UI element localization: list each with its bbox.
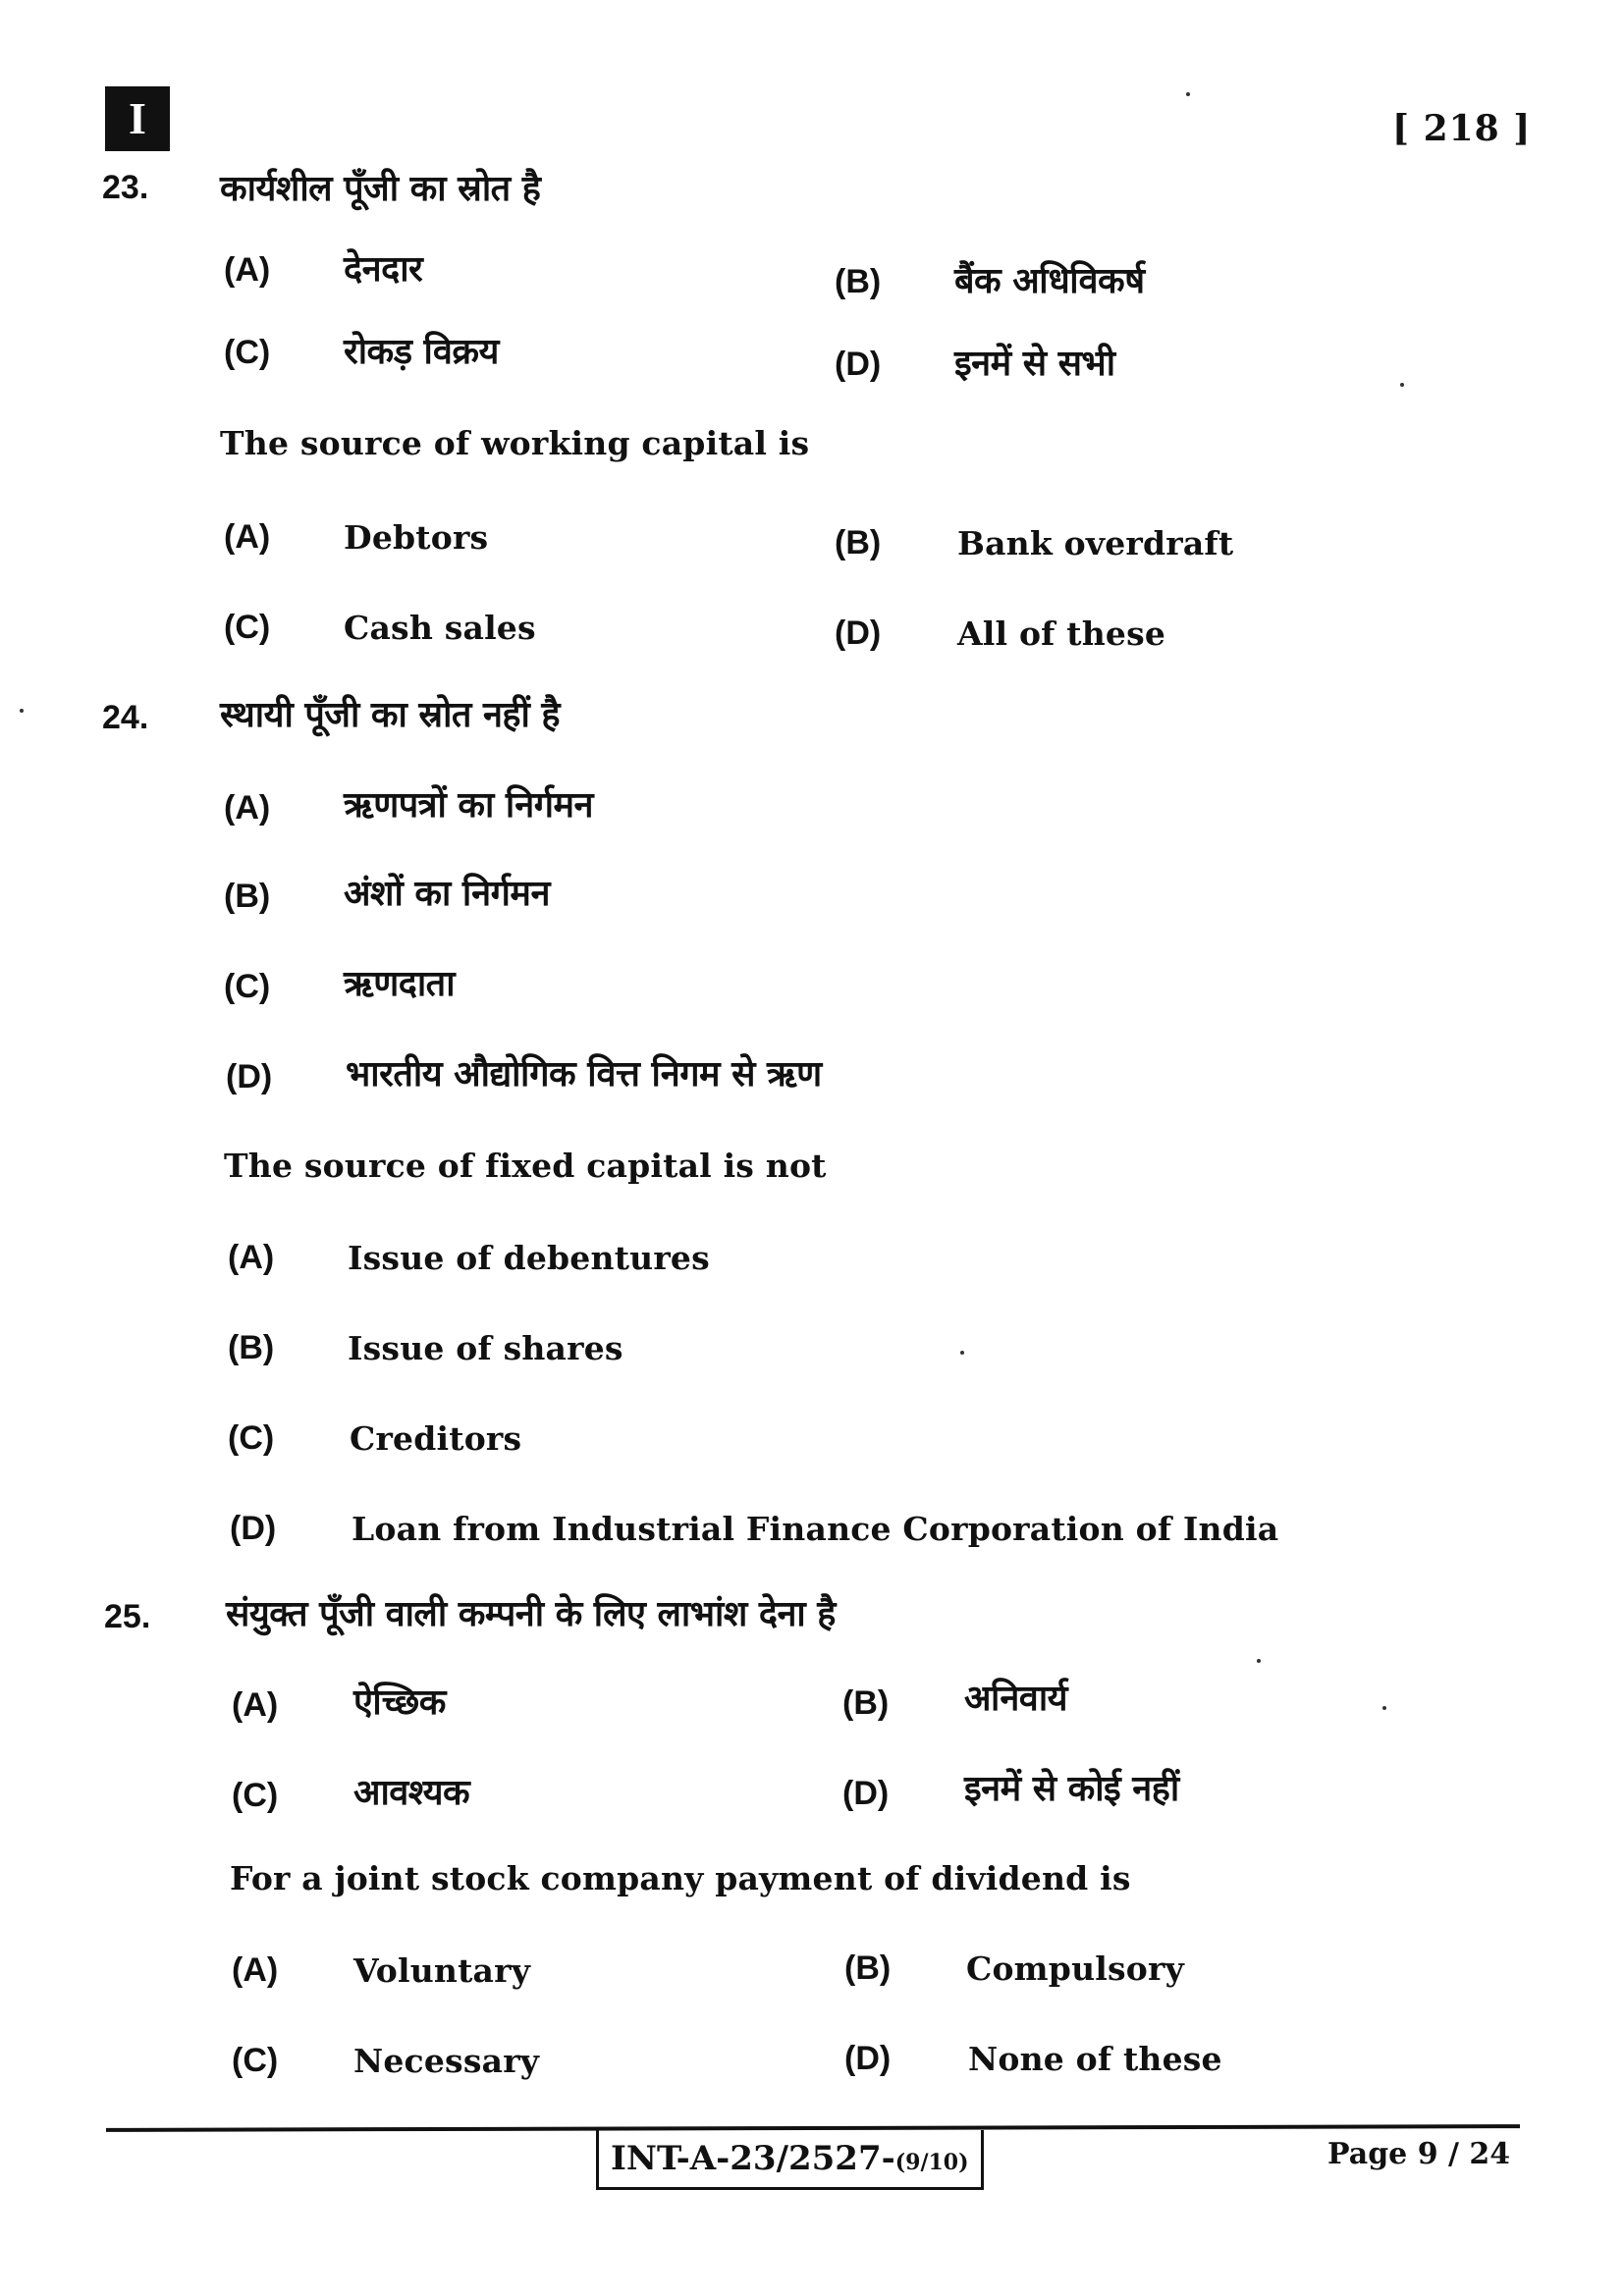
option-text-hindi: आवश्यक	[353, 1773, 470, 1813]
option-text-english: Issue of debentures	[348, 1239, 710, 1277]
option-label: (D)	[835, 346, 882, 383]
option-text-hindi: इनमें से कोई नहीं	[964, 1769, 1179, 1809]
option-label: (B)	[844, 1949, 892, 1987]
option-label: (B)	[228, 1329, 275, 1366]
option-label: (A)	[224, 789, 271, 827]
option-text-hindi: ऋणदाता	[344, 964, 456, 1004]
option-label: (C)	[232, 1777, 279, 1814]
paper-code: INT-A-23/2527-	[611, 2139, 895, 2178]
question-text-english: The source of fixed capital is not	[224, 1147, 827, 1185]
option-label: (A)	[228, 1239, 275, 1276]
option-text-english: Necessary	[353, 2042, 540, 2080]
option-label: (B)	[835, 263, 882, 300]
option-label: (D)	[844, 2040, 892, 2077]
option-label: (C)	[224, 334, 271, 371]
paper-code-box	[596, 2130, 984, 2190]
option-label: (C)	[224, 968, 271, 1005]
question-number: 25.	[104, 1598, 151, 1635]
option-text-hindi: अनिवार्य	[964, 1679, 1068, 1719]
option-text-hindi: अंशों का निर्गमन	[344, 874, 550, 914]
option-text-english: Compulsory	[966, 1949, 1184, 1988]
scan-speck	[20, 709, 24, 713]
option-label: (C)	[224, 609, 271, 646]
option-text-english: All of these	[957, 614, 1166, 653]
option-text-english: Loan from Industrial Finance Corporation of India	[352, 1510, 1279, 1548]
scan-speck	[960, 1351, 964, 1355]
option-label: (C)	[232, 2042, 279, 2079]
option-text-hindi: रोकड़ विक्रय	[344, 332, 499, 372]
option-text-english: Cash sales	[344, 609, 536, 647]
option-text-english: Issue of shares	[348, 1329, 623, 1367]
option-label: (A)	[224, 251, 271, 289]
option-text-hindi: इनमें से सभी	[954, 344, 1115, 384]
scan-speck	[1382, 1706, 1386, 1710]
option-label: (B)	[842, 1684, 890, 1722]
option-label: (D)	[835, 614, 882, 652]
question-number: 23.	[102, 169, 149, 206]
option-text-english: None of these	[968, 2040, 1222, 2078]
option-label: (A)	[232, 1686, 279, 1724]
option-label: (D)	[842, 1775, 890, 1812]
option-label: (D)	[230, 1510, 277, 1547]
paper-code-suffix: (9/10)	[894, 2150, 969, 2175]
option-label: (B)	[835, 524, 882, 561]
page-code: [ 218 ]	[1392, 108, 1532, 149]
option-label: (D)	[226, 1058, 273, 1095]
scan-speck	[1400, 383, 1404, 387]
question-text-hindi: संयुक्त पूँजी वाली कम्पनी के लिए लाभांश देना है	[226, 1594, 836, 1634]
question-number: 24.	[102, 699, 149, 736]
question-text-hindi: कार्यशील पूँजी का स्रोत है	[220, 169, 541, 209]
option-text-english: Debtors	[344, 518, 489, 557]
option-text-hindi: ऋणपत्रों का निर्गमन	[344, 785, 593, 826]
set-badge: I	[105, 86, 170, 151]
option-text-hindi: देनदार	[344, 249, 423, 290]
option-label: (A)	[224, 518, 271, 556]
option-text-hindi: भारतीय औद्योगिक वित्त निगम से ऋण	[346, 1054, 822, 1095]
option-text-english: Bank overdraft	[957, 524, 1234, 562]
option-text-hindi: बैंक अधिविकर्ष	[954, 261, 1145, 301]
option-label: (A)	[232, 1951, 279, 1989]
option-label: (B)	[224, 878, 271, 915]
question-text-english: The source of working capital is	[220, 424, 810, 462]
option-text-hindi: ऐच्छिक	[353, 1682, 446, 1723]
scan-speck	[1186, 92, 1190, 96]
scan-speck	[1257, 1659, 1261, 1663]
option-label: (C)	[228, 1419, 275, 1457]
page-number: Page 9 / 24	[1327, 2137, 1511, 2171]
option-text-english: Creditors	[350, 1419, 522, 1458]
option-text-english: Voluntary	[353, 1951, 531, 1990]
question-text-hindi: स्थायी पूँजी का स्रोत नहीं है	[220, 695, 561, 735]
question-text-english: For a joint stock company payment of dividend is	[230, 1859, 1131, 1897]
